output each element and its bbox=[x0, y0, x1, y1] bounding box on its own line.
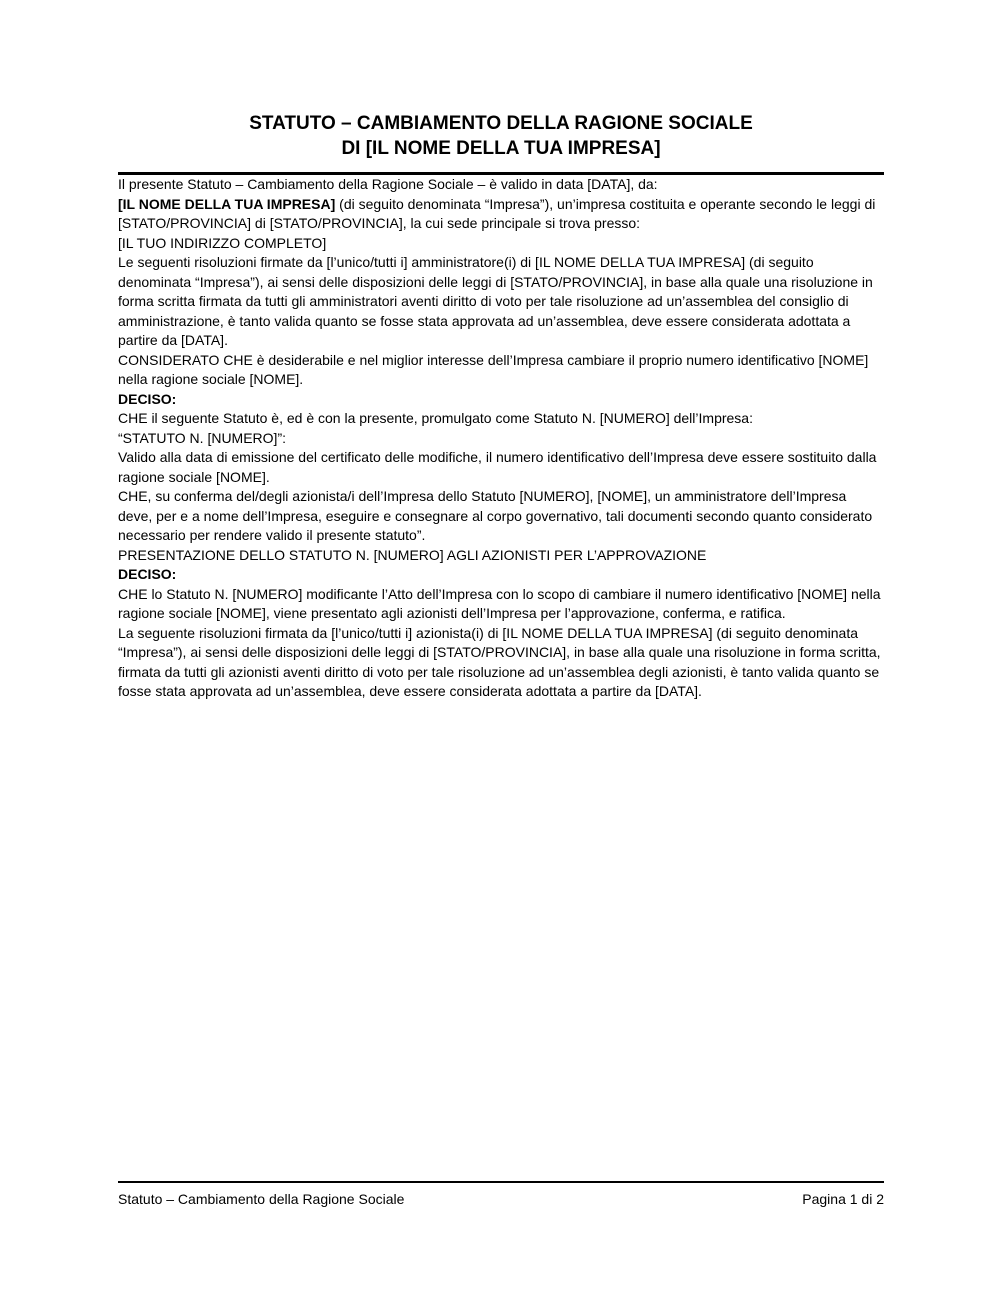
paragraph-resolutions-admins: Le seguenti risoluzioni firmate da [l’unico/tutti i] amministratore(i) di [IL NOME DELLA TUA IMPRESA] (di seguito denominata “Impresa”), ai sensi delle disposizioni delle leggi di [STATO/PROVINCIA], in base alla quale una risoluzione in forma scritta firmata da tutti gli amministratori aventi diritto di voto per tale risoluzione ad un’assemblea del consiglio di amministrazione, è tanto valida quanto se fosse stata approvata ad un’assemblea, deve essere considerata adottata a partire da [DATA]. bbox=[118, 254, 873, 348]
document-title bbox=[118, 111, 884, 161]
paragraph-che-conferma: CHE, su conferma del/degli azionista/i dell’Impresa dello Statuto [NUMERO], [NOME], un amministratore dell’Impresa deve, per e a nome dell’Impresa, eseguire e consegnare al corpo governativo, tali documenti secondo quanto considerato necessario per rendere valido il presente statuto”. bbox=[118, 488, 873, 543]
page-footer bbox=[118, 1181, 884, 1209]
paragraph-che-promulgato: CHE il seguente Statuto è, ed è con la presente, promulgato come Statuto N. [NUMERO] dell’Impresa: bbox=[118, 410, 753, 426]
heading-deciso-1: DECISO: bbox=[118, 390, 177, 407]
heading-deciso-2: DECISO: bbox=[118, 566, 177, 582]
document-title-line1: STATUTO – CAMBIAMENTO DELLA RAGIONE SOCIALE bbox=[249, 113, 753, 134]
paragraph-resolutions-shareholders: La seguente risoluzioni firmata da [l’unico/tutti i] azionista(i) di [IL NOME DELLA TUA IMPRESA] (di seguito denominata “Impresa”), ai sensi delle disposizioni delle leggi di [STATO/PROVINCIA], in base alla quale una risoluzione in forma scritta, firmata da tutti gli azionisti aventi diritto di voto per tale risoluzione ad un’assemblea degli azionisti, è tanto valida quanto se fosse stata approvata ad un’assemblea, deve essere considerata adottata a partire da [DATA]. bbox=[118, 624, 881, 699]
company-name-placeholder: [IL NOME DELLA TUA IMPRESA] bbox=[118, 195, 336, 212]
paragraph-validity: Il presente Statuto – Cambiamento della Ragione Sociale – è valido in data [DATA], da: bbox=[118, 176, 658, 192]
paragraph-company-intro bbox=[118, 195, 884, 234]
paragraph-valido-emissione: Valido alla data di emissione del certificato delle modifiche, il numero identificativo dell’Impresa deve essere sostituito dalla ragione sociale [NOME]. bbox=[118, 449, 877, 485]
document-title-line2: DI [IL NOME DELLA TUA IMPRESA] bbox=[341, 138, 661, 159]
document-content bbox=[0, 111, 1000, 702]
paragraph-che-modificante: CHE lo Statuto N. [NUMERO] modificante l’Atto dell’Impresa con lo scopo di cambiare il numero identificativo [NOME] nella ragione sociale [NOME], viene presentato agli azionisti dell’Impresa per l’approvazione, conferma, e ratifica. bbox=[118, 585, 881, 621]
footer-document-name: Statuto – Cambiamento della Ragione Sociale bbox=[118, 1191, 405, 1207]
company-intro-text: (di seguito denominata “Impresa”), un’impresa costituita e operante secondo le leggi di [STATO/PROVINCIA] di [STATO/PROVINCIA], la cui sede principale si trova presso: bbox=[118, 195, 876, 231]
paragraph-considerato: CONSIDERATO CHE è desiderabile e nel miglior interesse dell’Impresa cambiare il proprio numero identificativo [NOME] nella ragione sociale [NOME]. bbox=[118, 351, 869, 387]
paragraph-presentazione: PRESENTAZIONE DELLO STATUTO N. [NUMERO] AGLI AZIONISTI PER L’APPROVAZIONE bbox=[118, 546, 707, 563]
paragraph-statuto-numero: “STATUTO N. [NUMERO]”: bbox=[118, 429, 286, 446]
paragraph-address-placeholder: [IL TUO INDIRIZZO COMPLETO] bbox=[118, 234, 327, 251]
footer-page-number: Pagina 1 di 2 bbox=[802, 1191, 884, 1207]
